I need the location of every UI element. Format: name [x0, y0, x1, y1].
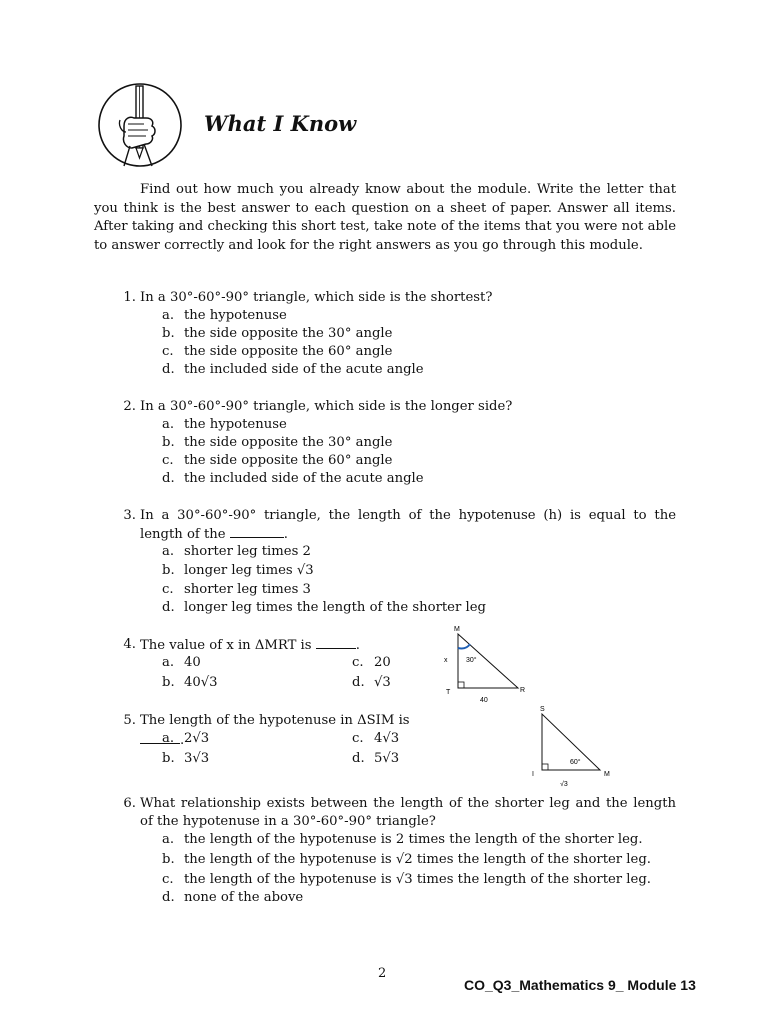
option-c: c. 20 — [352, 655, 391, 670]
page-number: 2 — [378, 966, 387, 981]
question-text: In a 30°-60°-90° triangle, which side is the longer side? — [140, 399, 513, 414]
question-text: The value of x in ΔMRT is . — [140, 638, 360, 653]
option-a: a. the length of the hypotenuse is 2 times the length of the shorter leg. — [162, 832, 643, 847]
option-b: b. the side opposite the 30° angle — [162, 326, 393, 341]
question-text-line2: of the hypotenuse in a 30°-60°-90° triangle? — [140, 814, 436, 829]
option-a: a. the hypotenuse — [162, 308, 287, 323]
option-d: d. the included side of the acute angle — [162, 362, 424, 377]
question-text: The length of the hypotenuse in ΔSIM is . — [140, 713, 410, 748]
page-title: What I Know — [204, 111, 357, 136]
triangle-sim-figure — [528, 702, 628, 792]
label-m: M — [604, 771, 610, 778]
question-text-line2: length of the . — [140, 527, 288, 542]
question-2 — [116, 398, 686, 488]
option-b: b. longer leg times √3 — [162, 563, 314, 578]
label-s: S — [540, 706, 545, 713]
question-number: 6. — [123, 796, 136, 811]
answer-blank — [316, 636, 356, 649]
question-text: What relationship exists between the length of the shorter leg and the length — [140, 796, 676, 811]
question-number: 3. — [123, 508, 136, 523]
label-angle: 60° — [570, 759, 581, 766]
question-number: 2. — [123, 399, 136, 414]
question-number: 4. — [123, 637, 136, 652]
question-number: 1. — [123, 290, 136, 305]
label-base: 40 — [480, 697, 488, 704]
option-b: b. 3√3 — [162, 751, 210, 766]
option-a: a. 2√3 — [162, 731, 210, 746]
option-a: a. 40 — [162, 655, 201, 670]
label-angle: 30° — [466, 657, 477, 664]
option-c: c. the side opposite the 60° angle — [162, 453, 393, 468]
label-r: R — [520, 687, 526, 694]
option-a: a. the hypotenuse — [162, 417, 287, 432]
question-1 — [116, 289, 686, 379]
label-t: T — [446, 689, 451, 696]
label-i: I — [532, 771, 534, 778]
option-d: d. longer leg times the length of the shorter leg — [162, 600, 486, 615]
option-a: a. shorter leg times 2 — [162, 544, 311, 559]
option-c: c. the side opposite the 60° angle — [162, 344, 393, 359]
question-4 — [116, 636, 416, 692]
option-b: b. the length of the hypotenuse is √2 times the length of the shorter leg. — [162, 852, 651, 867]
option-c: c. the length of the hypotenuse is √3 times the length of the shorter leg. — [162, 872, 651, 887]
label-m: M — [454, 626, 460, 633]
question-text: In a 30°-60°-90° triangle, which side is the shortest? — [140, 290, 493, 305]
option-d: d. √3 — [352, 675, 391, 690]
label-x: x — [444, 657, 448, 664]
label-base: √3 — [560, 781, 568, 788]
hand-holding-pencil-icon — [94, 82, 186, 168]
module-code: CO_Q3_Mathematics 9_ Module 13 — [464, 977, 696, 993]
question-3 — [116, 507, 686, 617]
triangle-mrt-figure — [438, 622, 538, 708]
question-text: In a 30°-60°-90° triangle, the length of the hypotenuse (h) is equal to the — [140, 508, 676, 523]
option-b: b. the side opposite the 30° angle — [162, 435, 393, 450]
option-c: c. 4√3 — [352, 731, 400, 746]
answer-blank — [230, 525, 284, 538]
option-d: d. the included side of the acute angle — [162, 471, 424, 486]
option-c: c. shorter leg times 3 — [162, 582, 311, 597]
question-number: 5. — [123, 713, 136, 728]
option-d: d. none of the above — [162, 890, 304, 905]
option-b: b. 40√3 — [162, 675, 218, 690]
question-5 — [116, 712, 416, 768]
question-6 — [116, 795, 686, 907]
option-d: d. 5√3 — [352, 751, 400, 766]
intro-paragraph: Find out how much you already know about the module. Write the letter that you think is the best answer to each question on a sheet of paper. Answer all items. After taking and checking this short test, take note of the items that you were not able to answer correctly and look for the right answers as you go through this module. — [94, 182, 676, 253]
